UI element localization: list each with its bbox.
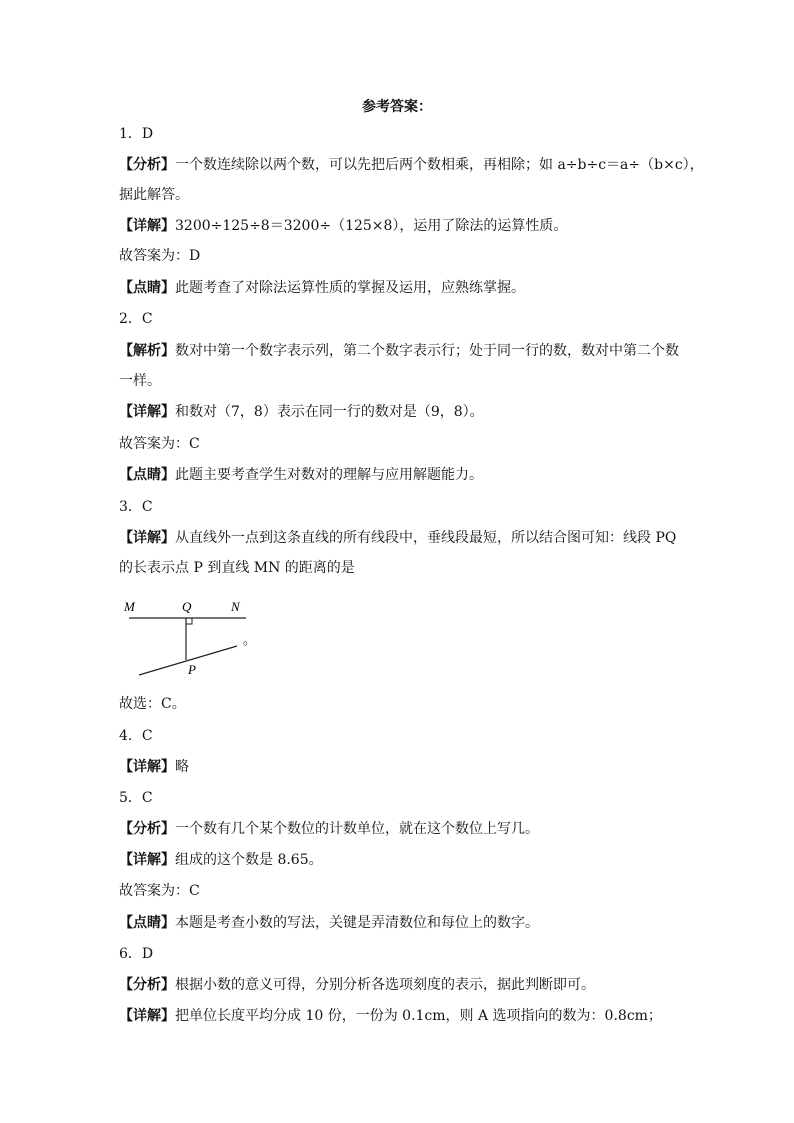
analysis-line: 【解析】数对中第一个数字表示列，第二个数字表示行；处于同一行的数，数对中第二个数 bbox=[119, 343, 679, 359]
answer-line: 故选：C。 bbox=[119, 696, 186, 712]
analysis-line: 【分析】根据小数的意义可得，分别分析各选项刻度的表示，据此判断即可。 bbox=[119, 977, 595, 993]
perpendicular-figure bbox=[119, 597, 259, 679]
analysis-line-cont: 一样。 bbox=[119, 373, 161, 389]
tag: 【详解】 bbox=[119, 759, 175, 775]
analysis-line-cont: 据此解答。 bbox=[119, 187, 189, 203]
right-angle-mark bbox=[186, 618, 192, 624]
trailing-period: 。 bbox=[243, 633, 257, 648]
question-number: 3．C bbox=[119, 499, 153, 515]
detail-line: 【详解】组成的这个数是 8.65。 bbox=[119, 852, 323, 868]
question-number: 4．C bbox=[119, 728, 153, 744]
tag: 【点睛】 bbox=[119, 915, 175, 931]
label-q: Q bbox=[182, 599, 192, 614]
tag: 【详解】 bbox=[119, 218, 175, 234]
analysis-line: 【分析】一个数连续除以两个数，可以先把后两个数相乘，再相除；如 a÷b÷c＝a÷（b×c）， bbox=[119, 157, 704, 173]
analysis-line: 【分析】一个数有几个某个数位的计数单位，就在这个数位上写几。 bbox=[119, 821, 539, 837]
question-number: 1．D bbox=[119, 126, 154, 142]
question-number: 5．C bbox=[119, 790, 153, 806]
detail-line: 【详解】把单位长度平均分成 10 份，一份为 0.1cm，则 A 选项指向的数为：0.8cm； bbox=[119, 1008, 662, 1024]
tag: 【解析】 bbox=[119, 343, 175, 359]
tag: 【分析】 bbox=[119, 821, 175, 837]
detail-line-cont: 的长表示点 P 到直线 MN 的距离的是 bbox=[119, 560, 355, 576]
comment-line: 【点睛】此题考查了对除法运算性质的掌握及运用，应熟练掌握。 bbox=[119, 280, 525, 296]
detail-line: 【详解】3200÷125÷8＝3200÷（125×8），运用了除法的运算性质。 bbox=[119, 218, 568, 234]
page-title: 参考答案： bbox=[362, 99, 432, 115]
tag: 【详解】 bbox=[119, 530, 175, 546]
answer-line: 故答案为：C bbox=[119, 436, 200, 452]
tag: 【点睛】 bbox=[119, 280, 175, 296]
label-p: P bbox=[188, 662, 196, 677]
tag: 【分析】 bbox=[119, 977, 175, 993]
tag: 【分析】 bbox=[119, 157, 175, 173]
label-n: N bbox=[231, 599, 240, 614]
question-number: 6．D bbox=[119, 946, 154, 962]
comment-line: 【点睛】本题是考查小数的写法，关键是弄清数位和每位上的数字。 bbox=[119, 915, 539, 931]
answer-line: 故答案为：C bbox=[119, 883, 200, 899]
tag: 【点睛】 bbox=[119, 467, 175, 483]
question-number: 2．C bbox=[119, 311, 153, 327]
tag: 【详解】 bbox=[119, 852, 175, 868]
tag: 【详解】 bbox=[119, 404, 175, 420]
detail-line: 【详解】和数对（7，8）表示在同一行的数对是（9，8）。 bbox=[119, 404, 484, 420]
answer-line: 故答案为：D bbox=[119, 248, 201, 264]
tag: 【详解】 bbox=[119, 1008, 175, 1024]
label-m: M bbox=[124, 599, 135, 614]
detail-line: 【详解】略 bbox=[119, 759, 189, 775]
detail-line: 【详解】从直线外一点到这条直线的所有线段中，垂线段最短，所以结合图可知：线段 PQ bbox=[119, 530, 677, 546]
comment-line: 【点睛】此题主要考查学生对数对的理解与应用解题能力。 bbox=[119, 467, 483, 483]
